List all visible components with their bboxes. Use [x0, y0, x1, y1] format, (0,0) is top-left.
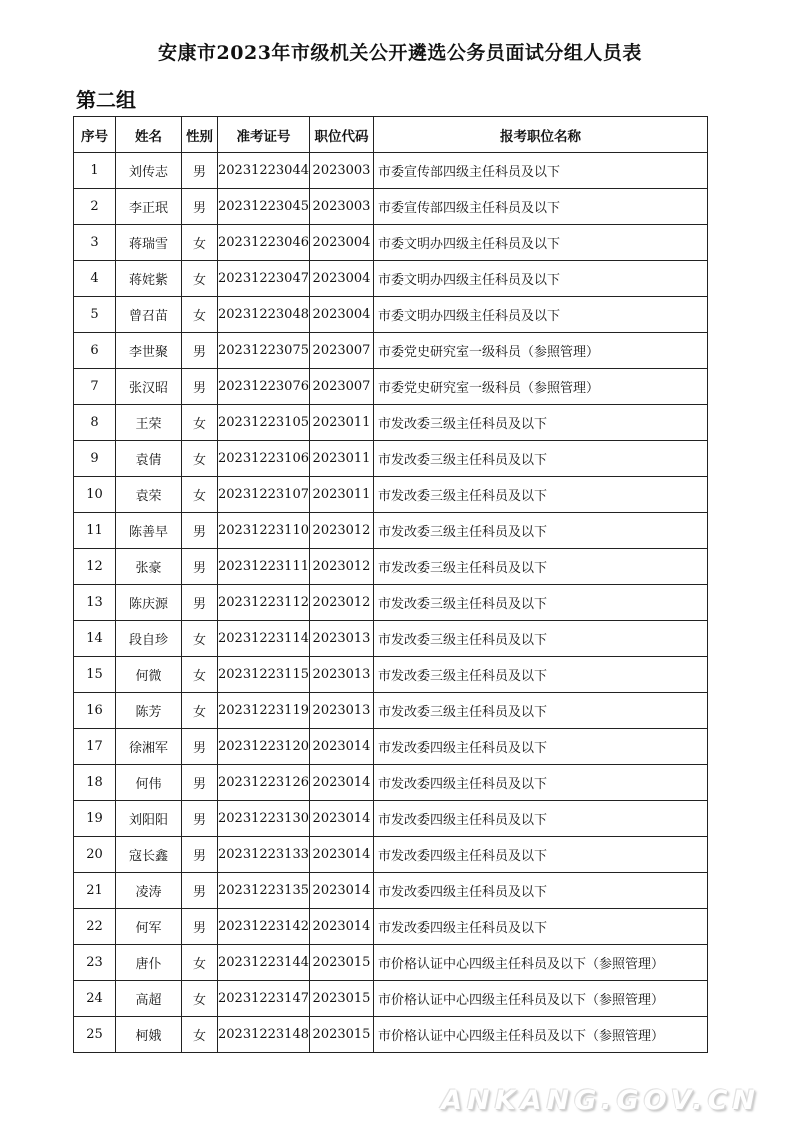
cell-index: 7 [74, 369, 116, 405]
cell-post-name: 市委宣传部四级主任科员及以下 [374, 189, 708, 225]
cell-post-code: 2023015 [310, 981, 374, 1017]
cell-index: 17 [74, 729, 116, 765]
table-row [74, 909, 708, 945]
cell-index: 16 [74, 693, 116, 729]
cell-post-code: 2023013 [310, 621, 374, 657]
cell-exam-number: 20231223110 [218, 513, 310, 549]
table-row [74, 657, 708, 693]
cell-name: 蒋瑞雪 [116, 225, 182, 261]
cell-gender: 男 [182, 837, 218, 873]
cell-index: 20 [74, 837, 116, 873]
table-row [74, 945, 708, 981]
cell-gender: 女 [182, 945, 218, 981]
cell-gender: 女 [182, 693, 218, 729]
header-exam-number: 准考证号 [218, 117, 310, 153]
cell-post-code: 2023012 [310, 513, 374, 549]
cell-index: 13 [74, 585, 116, 621]
cell-exam-number: 20231223126 [218, 765, 310, 801]
cell-post-code: 2023003 [310, 153, 374, 189]
cell-gender: 男 [182, 909, 218, 945]
cell-post-name: 市委党史研究室一级科员（参照管理） [374, 369, 708, 405]
cell-exam-number: 20231223148 [218, 1017, 310, 1053]
cell-exam-number: 20231223045 [218, 189, 310, 225]
cell-index: 15 [74, 657, 116, 693]
table-row [74, 549, 708, 585]
cell-name: 何微 [116, 657, 182, 693]
cell-gender: 女 [182, 621, 218, 657]
cell-gender: 女 [182, 441, 218, 477]
cell-post-name: 市发改委四级主任科员及以下 [374, 837, 708, 873]
cell-exam-number: 20231223114 [218, 621, 310, 657]
cell-post-code: 2023011 [310, 405, 374, 441]
cell-index: 1 [74, 153, 116, 189]
cell-gender: 男 [182, 549, 218, 585]
cell-name: 李世聚 [116, 333, 182, 369]
cell-post-name: 市发改委四级主任科员及以下 [374, 873, 708, 909]
header-post-code: 职位代码 [310, 117, 374, 153]
cell-post-name: 市价格认证中心四级主任科员及以下（参照管理） [374, 945, 708, 981]
cell-name: 陈善早 [116, 513, 182, 549]
cell-index: 25 [74, 1017, 116, 1053]
cell-gender: 女 [182, 225, 218, 261]
cell-name: 张豪 [116, 549, 182, 585]
cell-post-name: 市委党史研究室一级科员（参照管理） [374, 333, 708, 369]
table-row [74, 765, 708, 801]
header-post-name: 报考职位名称 [374, 117, 708, 153]
cell-name: 高超 [116, 981, 182, 1017]
table-row [74, 369, 708, 405]
cell-post-name: 市发改委三级主任科员及以下 [374, 621, 708, 657]
cell-exam-number: 20231223133 [218, 837, 310, 873]
table-row [74, 225, 708, 261]
cell-index: 18 [74, 765, 116, 801]
cell-exam-number: 20231223105 [218, 405, 310, 441]
document-title: 安康市2023年市级机关公开遴选公务员面试分组人员表 [158, 42, 642, 64]
cell-exam-number: 20231223106 [218, 441, 310, 477]
cell-gender: 男 [182, 801, 218, 837]
roster-table [73, 116, 708, 1053]
cell-index: 19 [74, 801, 116, 837]
table-row [74, 153, 708, 189]
cell-gender: 女 [182, 657, 218, 693]
cell-post-code: 2023012 [310, 549, 374, 585]
cell-index: 24 [74, 981, 116, 1017]
cell-post-name: 市发改委三级主任科员及以下 [374, 513, 708, 549]
cell-name: 唐仆 [116, 945, 182, 981]
header-index: 序号 [74, 117, 116, 153]
table-row [74, 873, 708, 909]
cell-name: 曾召苗 [116, 297, 182, 333]
cell-exam-number: 20231223112 [218, 585, 310, 621]
table-row [74, 333, 708, 369]
cell-gender: 男 [182, 333, 218, 369]
cell-name: 何军 [116, 909, 182, 945]
table-row [74, 513, 708, 549]
cell-exam-number: 20231223119 [218, 693, 310, 729]
cell-post-name: 市发改委三级主任科员及以下 [374, 405, 708, 441]
cell-post-name: 市发改委三级主任科员及以下 [374, 693, 708, 729]
cell-gender: 男 [182, 765, 218, 801]
cell-post-code: 2023011 [310, 441, 374, 477]
cell-name: 陈芳 [116, 693, 182, 729]
table-row [74, 441, 708, 477]
cell-post-code: 2023013 [310, 657, 374, 693]
cell-post-code: 2023004 [310, 261, 374, 297]
cell-post-name: 市发改委四级主任科员及以下 [374, 801, 708, 837]
cell-name: 柯娥 [116, 1017, 182, 1053]
cell-post-name: 市发改委四级主任科员及以下 [374, 765, 708, 801]
cell-post-name: 市发改委三级主任科员及以下 [374, 657, 708, 693]
cell-exam-number: 20231223115 [218, 657, 310, 693]
cell-exam-number: 20231223044 [218, 153, 310, 189]
table-row [74, 189, 708, 225]
cell-name: 何伟 [116, 765, 182, 801]
cell-name: 徐湘军 [116, 729, 182, 765]
cell-name: 袁倩 [116, 441, 182, 477]
cell-post-code: 2023014 [310, 729, 374, 765]
cell-exam-number: 20231223107 [218, 477, 310, 513]
cell-post-name: 市委宣传部四级主任科员及以下 [374, 153, 708, 189]
cell-name: 刘传志 [116, 153, 182, 189]
table-row [74, 261, 708, 297]
cell-post-name: 市发改委三级主任科员及以下 [374, 585, 708, 621]
cell-exam-number: 20231223147 [218, 981, 310, 1017]
cell-index: 2 [74, 189, 116, 225]
cell-exam-number: 20231223130 [218, 801, 310, 837]
cell-exam-number: 20231223144 [218, 945, 310, 981]
group-heading: 第二组 [76, 88, 136, 112]
cell-name: 段自珍 [116, 621, 182, 657]
cell-exam-number: 20231223135 [218, 873, 310, 909]
cell-post-name: 市委文明办四级主任科员及以下 [374, 297, 708, 333]
table-row [74, 981, 708, 1017]
cell-gender: 女 [182, 297, 218, 333]
cell-gender: 女 [182, 405, 218, 441]
cell-index: 8 [74, 405, 116, 441]
table-row [74, 729, 708, 765]
cell-post-code: 2023007 [310, 369, 374, 405]
cell-gender: 男 [182, 153, 218, 189]
cell-post-code: 2023015 [310, 945, 374, 981]
cell-exam-number: 20231223046 [218, 225, 310, 261]
cell-post-code: 2023007 [310, 333, 374, 369]
cell-gender: 女 [182, 981, 218, 1017]
table-row [74, 693, 708, 729]
cell-exam-number: 20231223047 [218, 261, 310, 297]
cell-gender: 女 [182, 1017, 218, 1053]
cell-name: 凌涛 [116, 873, 182, 909]
cell-post-code: 2023014 [310, 873, 374, 909]
cell-exam-number: 20231223048 [218, 297, 310, 333]
cell-index: 14 [74, 621, 116, 657]
cell-post-code: 2023004 [310, 225, 374, 261]
cell-post-code: 2023014 [310, 837, 374, 873]
cell-exam-number: 20231223076 [218, 369, 310, 405]
table-row [74, 477, 708, 513]
cell-gender: 男 [182, 873, 218, 909]
cell-name: 张汉昭 [116, 369, 182, 405]
cell-exam-number: 20231223120 [218, 729, 310, 765]
cell-gender: 男 [182, 189, 218, 225]
cell-post-name: 市委文明办四级主任科员及以下 [374, 225, 708, 261]
cell-index: 3 [74, 225, 116, 261]
cell-post-name: 市发改委四级主任科员及以下 [374, 909, 708, 945]
cell-post-code: 2023013 [310, 693, 374, 729]
table-row [74, 801, 708, 837]
cell-post-name: 市发改委三级主任科员及以下 [374, 441, 708, 477]
cell-post-code: 2023014 [310, 765, 374, 801]
header-gender: 性别 [182, 117, 218, 153]
cell-index: 21 [74, 873, 116, 909]
cell-exam-number: 20231223075 [218, 333, 310, 369]
cell-exam-number: 20231223142 [218, 909, 310, 945]
cell-post-name: 市发改委三级主任科员及以下 [374, 549, 708, 585]
cell-index: 22 [74, 909, 116, 945]
cell-name: 蒋姹紫 [116, 261, 182, 297]
table-header-row [74, 117, 708, 153]
cell-name: 寇长鑫 [116, 837, 182, 873]
cell-post-code: 2023011 [310, 477, 374, 513]
cell-post-code: 2023004 [310, 297, 374, 333]
cell-index: 5 [74, 297, 116, 333]
table-row [74, 837, 708, 873]
cell-index: 9 [74, 441, 116, 477]
site-watermark: ANKANG.GOV.CN [441, 1085, 760, 1116]
cell-index: 12 [74, 549, 116, 585]
cell-post-code: 2023014 [310, 909, 374, 945]
table-row [74, 585, 708, 621]
cell-gender: 男 [182, 729, 218, 765]
cell-name: 王荣 [116, 405, 182, 441]
cell-post-code: 2023015 [310, 1017, 374, 1053]
table-row [74, 297, 708, 333]
cell-name: 陈庆源 [116, 585, 182, 621]
cell-post-code: 2023012 [310, 585, 374, 621]
cell-exam-number: 20231223111 [218, 549, 310, 585]
table-row [74, 1017, 708, 1053]
cell-gender: 男 [182, 585, 218, 621]
cell-index: 10 [74, 477, 116, 513]
cell-post-name: 市价格认证中心四级主任科员及以下（参照管理） [374, 981, 708, 1017]
cell-post-name: 市价格认证中心四级主任科员及以下（参照管理） [374, 1017, 708, 1053]
cell-name: 袁荣 [116, 477, 182, 513]
cell-post-code: 2023014 [310, 801, 374, 837]
cell-name: 李正珉 [116, 189, 182, 225]
cell-gender: 女 [182, 477, 218, 513]
cell-post-name: 市发改委三级主任科员及以下 [374, 477, 708, 513]
cell-post-name: 市发改委四级主任科员及以下 [374, 729, 708, 765]
cell-post-name: 市委文明办四级主任科员及以下 [374, 261, 708, 297]
cell-index: 4 [74, 261, 116, 297]
cell-index: 23 [74, 945, 116, 981]
cell-name: 刘阳阳 [116, 801, 182, 837]
cell-gender: 男 [182, 513, 218, 549]
table-row [74, 621, 708, 657]
cell-index: 6 [74, 333, 116, 369]
cell-post-code: 2023003 [310, 189, 374, 225]
cell-index: 11 [74, 513, 116, 549]
table-row [74, 405, 708, 441]
header-name: 姓名 [116, 117, 182, 153]
cell-gender: 女 [182, 261, 218, 297]
cell-gender: 男 [182, 369, 218, 405]
